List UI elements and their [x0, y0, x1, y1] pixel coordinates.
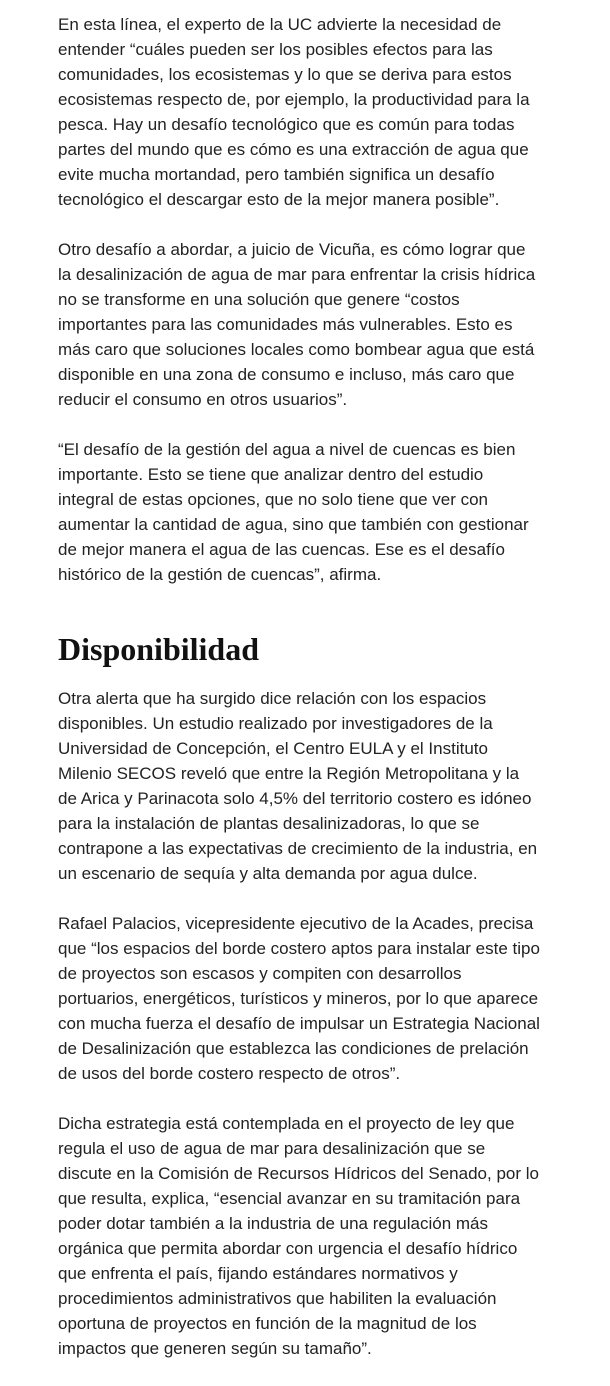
section-heading: Disponibilidad — [58, 631, 259, 667]
article-body — [58, 12, 558, 1386]
paragraph-rafael-palacios: Rafael Palacios, vicepresidente ejecutivo de la Acades, precisa que “los espacios del borde costero aptos para instalar este tipo de proyectos son escasos y compiten con desarrollos portuarios, energéticos, turísticos y mineros, por lo que aparece con mucha fuerza el desafío de impulsar un Estrategia Nacional de Desalinización que establezca las condiciones de prelación de usos del borde costero respecto de otros”. — [58, 914, 540, 1083]
paragraph-strategy-bill: Dicha estrategia está contemplada en el proyecto de ley que regula el uso de agua de mar para desalinización que se discute en la Comisión de Recursos Hídricos del Senado, por lo que resulta, explica, “esencial avanzar en su tramitación para poder dotar también a la industria de una regulación más orgánica que permita abordar con urgencia el desafío hídrico que enfrenta el país, fijando estándares normativos y procedimientos administrativos que habiliten la evaluación oportuna de proyectos en función de la magnitud de los impactos que generen según su tamaño”. — [58, 1114, 539, 1358]
paragraph-expert-uc: En esta línea, el experto de la UC advierte la necesidad de entender “cuáles pueden ser los posibles efectos para las comunidades, los ecosistemas y lo que se deriva para estos ecosistemas respecto de, por ejemplo, la productividad para la pesca. Hay un desafío tecnológico que es común para todas partes del mundo que es cómo es una extracción de agua que evite mucha mortandad, pero también significa un desafío tecnológico el descargar esto de la mejor manera posible”. — [58, 15, 530, 209]
paragraph-vicuna-challenge: Otro desafío a abordar, a juicio de Vicuña, es cómo lograr que la desalinización de agua de mar para enfrentar la crisis hídrica no se transforme en una solución que genere “costos importantes para las comunidades más vulnerables. Esto es más caro que soluciones locales como bombear agua que está disponible en una zona de consumo e incluso, más caro que reducir el consumo en otros usuarios”. — [58, 240, 536, 409]
paragraph-available-spaces: Otra alerta que ha surgido dice relación con los espacios disponibles. Un estudio realizado por investigadores de la Universidad de Concepción, el Centro EULA y el Instituto Milenio SECOS reveló que entre la Región Metropolitana y la de Arica y Parinacota solo 4,5% del territorio costero es idóneo para la instalación de plantas desalinizadoras, lo que se contrapone a las expectativas de crecimiento de la industria, en un escenario de sequía y alta demanda por agua dulce. — [58, 689, 538, 883]
paragraph-watershed-management: “El desafío de la gestión del agua a nivel de cuencas es bien importante. Esto se tiene que analizar dentro del estudio integral de estas opciones, que no solo tiene que ver con aumentar la cantidad de agua, sino que también con gestionar de mejor manera el agua de las cuencas. Ese es el desafío histórico de la gestión de cuencas”, afirma. — [58, 440, 529, 584]
